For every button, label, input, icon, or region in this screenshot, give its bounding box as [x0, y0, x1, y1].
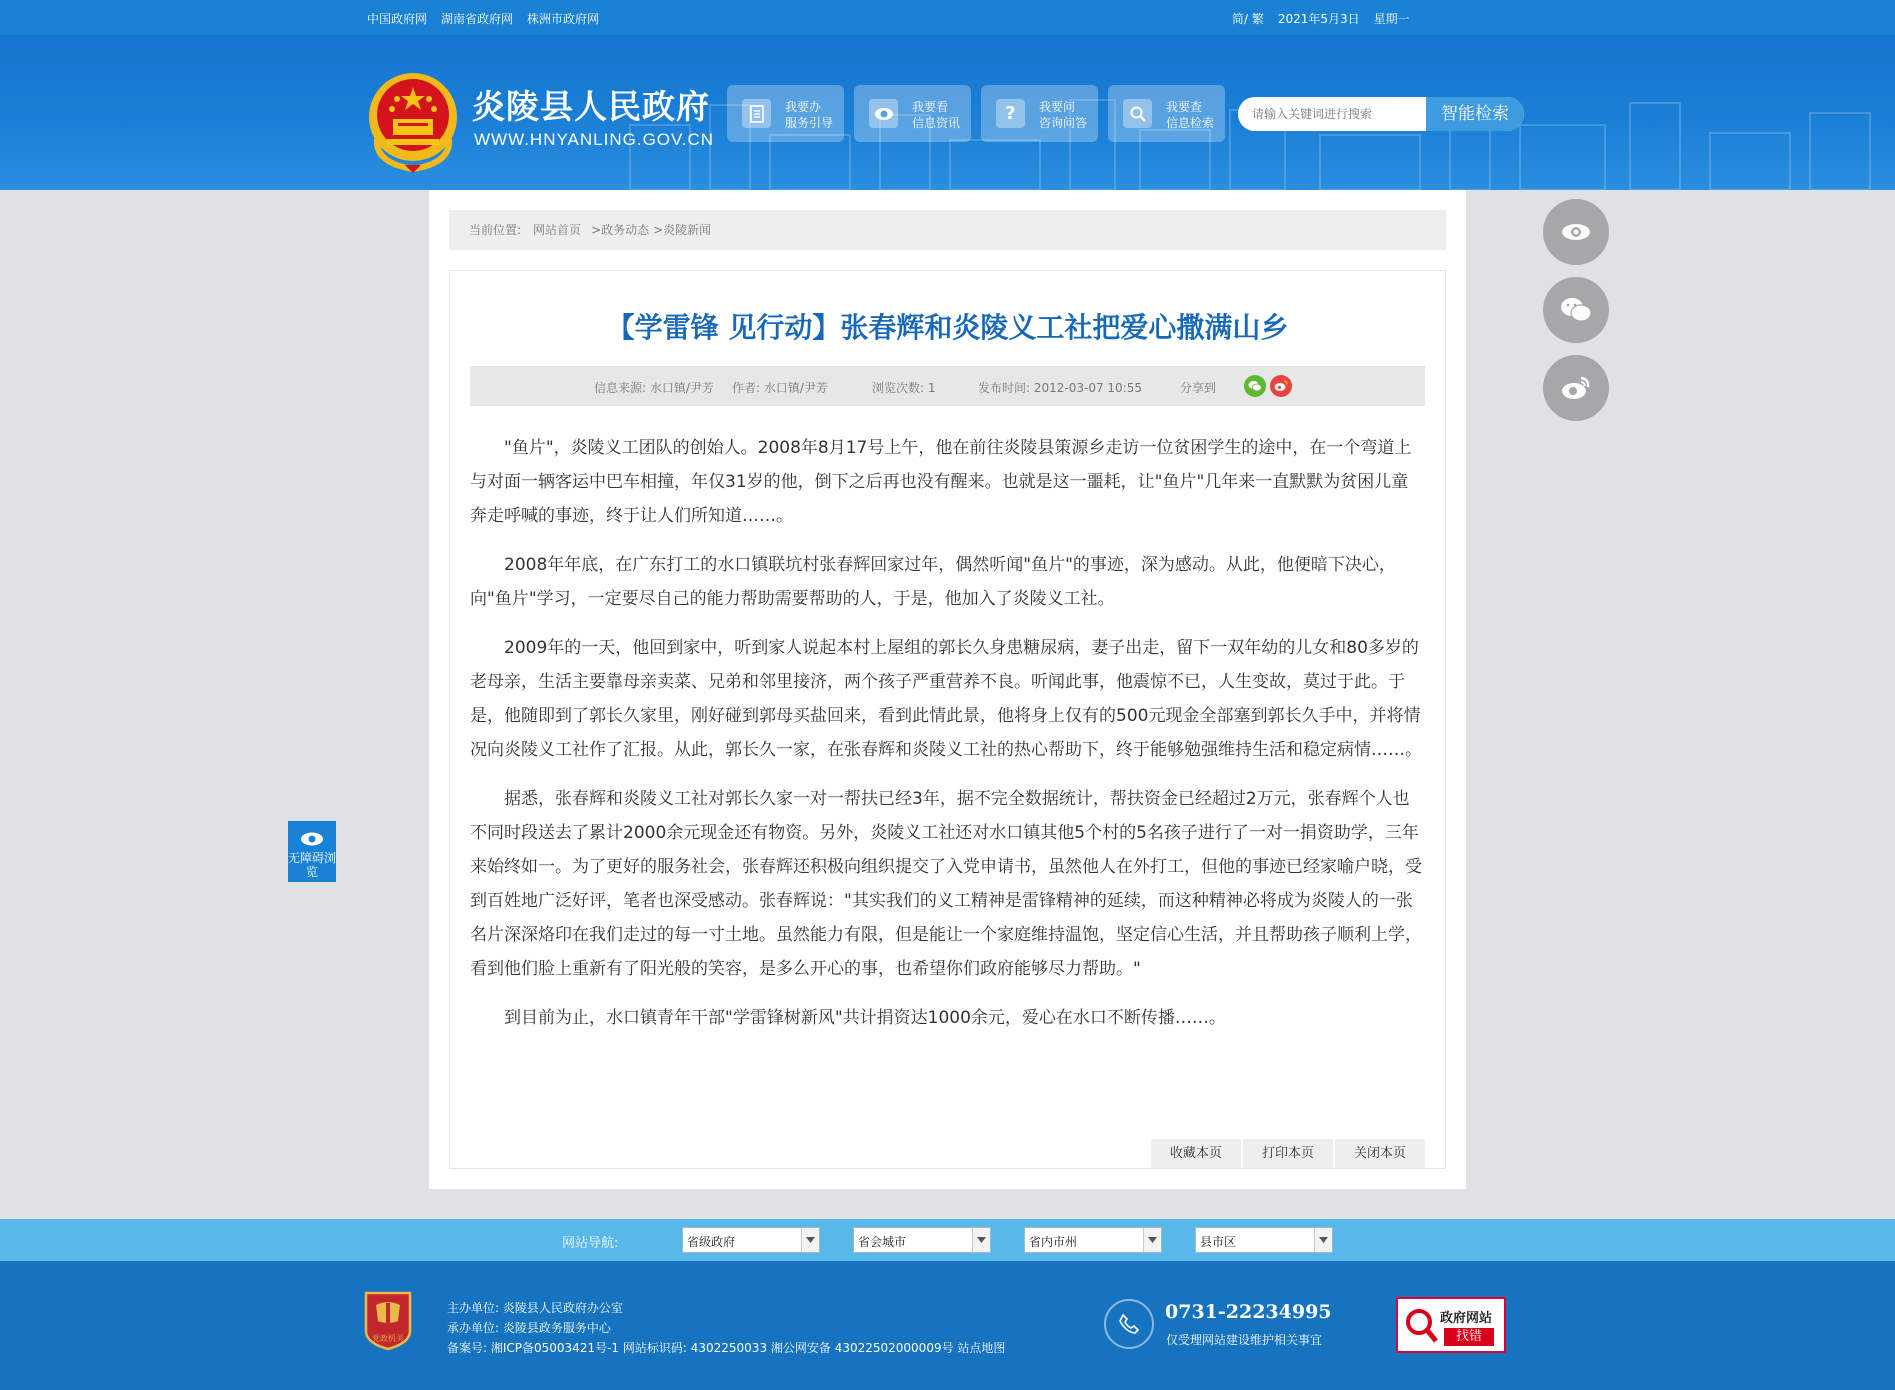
select-capital-cities[interactable] — [853, 1227, 991, 1253]
nav-line2: 咨询问答 — [1039, 116, 1088, 130]
footer-record[interactable]: 备案号: 湘ICP备05003421号-1 网站标识码: 4302250033 湘公网安备 43022502000009号 站点地图 — [447, 1341, 1006, 1355]
article-paragraph: 到目前为止，水口镇青年干部"学雷锋树新风"共计捐资达1000余元，爱心在水口不断传播……。 — [504, 1008, 1226, 1028]
print-page-button[interactable]: 打印本页 — [1243, 1139, 1333, 1168]
close-page-button[interactable]: 关闭本页 — [1335, 1139, 1425, 1168]
gov-site-error-report-button[interactable] — [1396, 1297, 1506, 1353]
magnifier-icon — [1404, 1307, 1438, 1345]
select-provincial-gov[interactable] — [682, 1227, 820, 1253]
float-weibo-button[interactable] — [1543, 355, 1609, 421]
article-actions — [1151, 1139, 1425, 1168]
contact-phone: 0731-22234995 — [1165, 1301, 1332, 1323]
accessibility-button[interactable] — [288, 821, 336, 882]
bookmark-page-button[interactable]: 收藏本页 — [1151, 1139, 1241, 1168]
chevron-down-icon — [1314, 1228, 1332, 1252]
select-counties[interactable] — [1195, 1227, 1333, 1253]
breadcrumb-home[interactable]: 网站首页 — [533, 223, 582, 237]
error-report-title: 政府网站 — [1440, 1311, 1493, 1326]
meta-author: 作者: 水口镇/尹芳 — [732, 381, 828, 395]
meta-share-label: 分享到 — [1180, 381, 1217, 395]
wechat-icon — [1560, 297, 1592, 323]
accessibility-label: 无障碍浏览 — [288, 851, 337, 879]
current-weekday: 星期一 — [1373, 12, 1410, 26]
article-paragraph: 2009年的一天，他回到家中，听到家人说起本村上屋组的郭长久身患糖尿病，妻子出走，留下一双年幼的儿女和80多岁的老母亲，生活主要靠母亲卖菜、兄弟和邻里接济，两个孩子严重营养不良。听闻此事，他震惊不已，人生变故，莫过于此。于是，他随即到了郭长久家里，刚好碰到郭母买盐回来，看到此情此景，他将身上仅有的500元现金全部塞到郭长久手中，并将情况向炎陵义工社作了汇报。从此，郭长久一家，在张春辉和炎陵义工社的热心帮助下，终于能够勉强维持生活和稳定病情……。 — [470, 638, 1422, 760]
article-paragraph: 2008年年底，在广东打工的水口镇联坑村张春辉回家过年，偶然听闻"鱼片"的事迹，深为感动。从此，他便暗下决心，向"鱼片"学习，一定要尽自己的能力帮助需要帮助的人，于是，他加入了炎陵义工社。 — [470, 555, 1396, 609]
link-zhuzhou-gov[interactable]: 株洲市政府网 — [527, 12, 600, 26]
error-report-label: 找错 — [1444, 1328, 1494, 1346]
wechat-share-icon[interactable] — [1244, 375, 1266, 397]
article-meta — [470, 366, 1425, 406]
national-emblem-icon — [365, 69, 461, 173]
language-toggle[interactable]: 简/ 繁 — [1232, 12, 1264, 26]
breadcrumb — [449, 210, 1446, 250]
chevron-down-icon — [1143, 1228, 1161, 1252]
breadcrumb-prefix: 当前位置: — [469, 223, 522, 237]
article — [449, 270, 1446, 1169]
article-paragraph: 据悉，张春辉和炎陵义工社对郭长久家一对一帮扶已经3年，据不完全数据统计，帮扶资金已经超过2万元，张春辉个人也不同时段送去了累计2000余元现金还有物资。另外，炎陵义工社还对水口镇其他5个村的5名孩子进行了一对一捐资助学，三年来始终如一。为了更好的服务社会，张春辉还积极向组织提交了入党申请书，虽然他人在外打工，但他的事迹已经家喻户晓，受到百姓地广泛好评，笔者也深受感动。张春辉说："其实我们的义工精神是雷锋精神的延续，而这种精神必将成为炎陵人的一张名片深深烙印在我们走过的每一寸土地。虽然能力有限，但是能让一个家庭维持温饱，坚定信心生活，并且帮助孩子顺利上学，看到他们脸上重新有了阳光般的笑容，是多么开心的事，也希望你们政府能够尽力帮助。" — [470, 789, 1422, 979]
search-box — [1238, 97, 1524, 131]
chevron-down-icon — [972, 1228, 990, 1252]
breadcrumb-yanling-news[interactable]: >炎陵新闻 — [653, 223, 712, 237]
nav-line1: 我要查 — [1166, 100, 1203, 114]
svg-text:党政机关: 党政机关 — [372, 1334, 404, 1343]
select-value: 省级政府 — [687, 1235, 736, 1249]
nav-information-button[interactable] — [854, 85, 971, 142]
select-value: 省内市州 — [1029, 1235, 1078, 1249]
nav-line2: 信息检索 — [1166, 116, 1215, 130]
nav-service-guide-button[interactable] — [727, 85, 844, 142]
phone-icon — [1104, 1299, 1154, 1349]
current-date: 2021年5月3日 — [1277, 12, 1360, 26]
eye-icon — [1561, 222, 1591, 242]
nav-line2: 服务引导 — [785, 116, 834, 130]
main-content — [429, 190, 1466, 1189]
meta-views: 浏览次数: 1 — [872, 381, 936, 395]
top-bar — [0, 0, 1895, 35]
footer-host: 主办单位: 炎陵县人民政府办公室 — [447, 1301, 623, 1315]
document-icon — [742, 99, 771, 128]
nav-retrieval-button[interactable] — [1108, 85, 1225, 142]
select-province-cities[interactable] — [1024, 1227, 1162, 1253]
breadcrumb-gov-news[interactable]: >政务动态 — [591, 223, 650, 237]
select-value: 县市区 — [1200, 1235, 1237, 1249]
question-icon: ? — [996, 99, 1025, 128]
contact-phone-note: 仅受理网站建设维护相关事宜 — [1166, 1333, 1323, 1347]
float-view-button[interactable] — [1543, 199, 1609, 265]
meta-source: 信息来源: 水口镇/尹芳 — [594, 381, 714, 395]
float-wechat-button[interactable] — [1543, 277, 1609, 343]
nav-line1: 我要办 — [785, 100, 822, 114]
nav-line1: 我要看 — [912, 100, 949, 114]
footer-undertaker: 承办单位: 炎陵县政务服务中心 — [447, 1321, 611, 1335]
site-nav-label: 网站导航: — [562, 1236, 619, 1251]
chevron-down-icon — [801, 1228, 819, 1252]
footer-site-nav — [0, 1219, 1895, 1261]
link-hunan-gov[interactable]: 湖南省政府网 — [441, 12, 514, 26]
search-input[interactable] — [1238, 97, 1442, 131]
site-title: 炎陵县人民政府 — [472, 87, 710, 126]
site-domain: WWW.HNYANLING.GOV.CN — [474, 130, 715, 149]
search-icon — [1123, 99, 1152, 128]
eye-icon — [869, 99, 898, 128]
nav-line1: 我要问 — [1039, 100, 1076, 114]
gov-links — [367, 10, 599, 27]
eye-icon — [300, 831, 324, 847]
site-footer — [0, 1261, 1895, 1390]
article-body — [470, 431, 1425, 1050]
site-header — [0, 35, 1895, 190]
nav-line2: 信息资讯 — [912, 116, 961, 130]
nav-consultation-button[interactable] — [981, 85, 1098, 142]
article-title: 【学雷锋 见行动】张春辉和炎陵义工社把爱心撒满山乡 — [606, 311, 1289, 344]
article-paragraph: "鱼片"，炎陵义工团队的创始人。2008年8月17号上午，他在前往炎陵县策源乡走访一位贫困学生的途中，在一个弯道上与对面一辆客运中巴车相撞，年仅31岁的他，倒下之后再也没有醒来。也就是这一噩耗，让"鱼片"几年来一直默默为贫困儿童奔走呼喊的事迹，终于让人们所知道……。 — [470, 438, 1412, 526]
weibo-share-icon[interactable] — [1270, 375, 1292, 397]
smart-search-button[interactable]: 智能检索 — [1426, 97, 1524, 131]
link-central-gov[interactable]: 中国政府网 — [367, 12, 428, 26]
weibo-icon — [1561, 375, 1591, 401]
meta-published: 发布时间: 2012-03-07 10:55 — [978, 381, 1142, 395]
party-gov-badge-icon[interactable] — [362, 1291, 414, 1351]
select-value: 省会城市 — [858, 1235, 907, 1249]
